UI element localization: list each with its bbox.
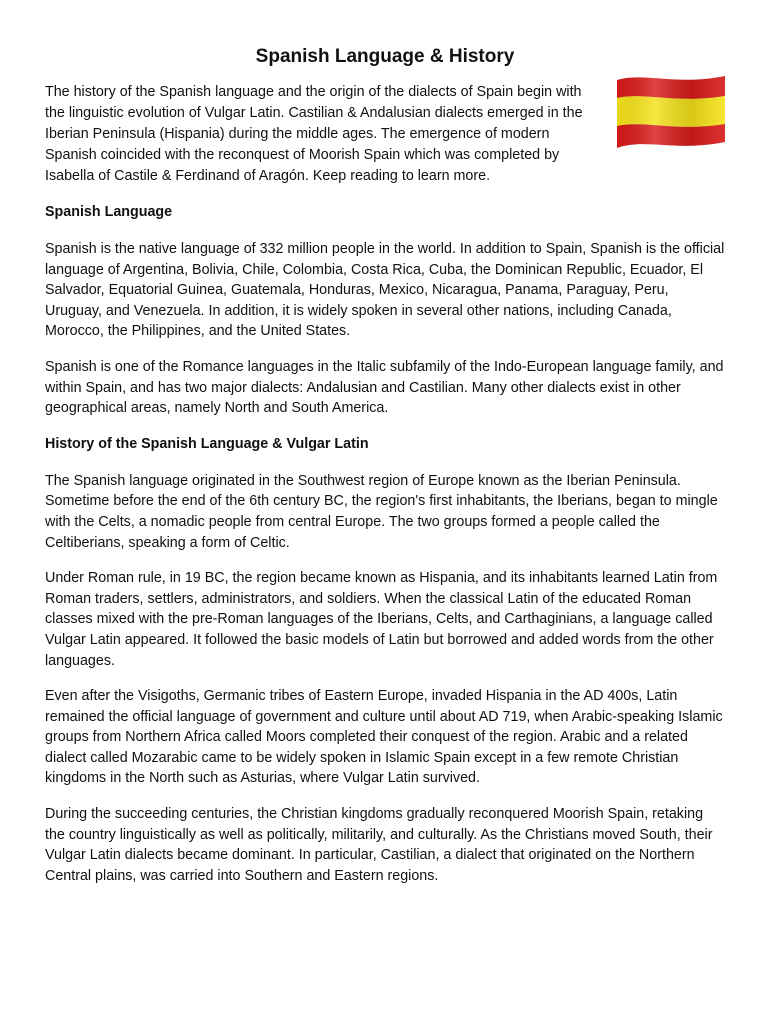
section-heading-spanish-language: Spanish Language	[45, 204, 173, 220]
spain-flag-icon	[615, 72, 727, 154]
body-paragraph: The Spanish language originated in the Southwest region of Europe known as the Iberian Peninsula. Sometime before the end of the 6th century BC, the region's first inhabitants, the Iberians, began to mingle with the Celts, a nomadic people from central Europe. The two groups formed a people called the Celtiberians, speaking a form of Celtic.	[45, 472, 718, 551]
intro-section	[45, 82, 725, 187]
body-paragraph: Even after the Visigoths, Germanic tribes of Eastern Europe, invaded Hispania in the AD 400s, Latin remained the official language of government and culture until about AD 719, when Arabic-speaking Islamic groups from Northern Africa called Moors completed their conquest of the region. Arabic and a related dialect called Mozarabic came to be widely spoken in Islamic Spain except in a few remote Christian kingdoms in the North such as Asturias, where Vulgar Latin survived.	[45, 688, 723, 787]
page-title: Spanish Language & History	[255, 46, 515, 67]
body-paragraph: Spanish is the native language of 332 million people in the world. In addition to Spain, Spanish is the official language of Argentina, Bolivia, Chile, Colombia, Costa Rica, Cuba, the Dominican Republic, Ecuador, El Salvador, Equatorial Guinea, Guatemala, Honduras, Mexico, Nicaragua, Panama, Paraguay, Peru, Uruguay, and Venezuela. In addition, it is widely spoken in several other nations, including Canada, Morocco, the Philippines, and the United States.	[45, 241, 725, 340]
section-heading-history: History of the Spanish Language & Vulgar Latin	[45, 435, 369, 452]
body-paragraph: Spanish is one of the Romance languages in the Italic subfamily of the Indo-European language family, and within Spain, and has two major dialects: Andalusian and Castilian. Many other dialects exist in other geographical areas, namely North and South America.	[45, 358, 724, 417]
intro-paragraph: The history of the Spanish language and the origin of the dialects of Spain begin with the linguistic evolution of Vulgar Latin. Castilian & Andalusian dialects emerged in the Iberian Peninsula (Hispania) during the middle ages. The emergence of modern Spanish coincided with the reconquest of Moorish Spain which was completed by Isabella of Castile & Ferdinand of Aragón. Keep reading to learn more.	[45, 84, 583, 184]
body-paragraph: Under Roman rule, in 19 BC, the region became known as Hispania, and its inhabitants learned Latin from Roman traders, settlers, administrators, and soldiers. When the classical Latin of the educated Roman classes mixed with the pre-Roman languages of the Iberians, Celts, and Carthaginians, a language called Vulgar Latin appeared. It followed the basic models of Latin but borrowed and added words from the other languages.	[45, 570, 718, 669]
body-paragraph: During the succeeding centuries, the Christian kingdoms gradually reconquered Moorish Spain, retaking the country linguistically as well as politically, militarily, and culturally. As the Christians moved South, their Vulgar Latin dialects became dominant. In particular, Castilian, a dialect that originated on the Northern Central plains, was carried into Southern and Eastern regions.	[45, 806, 713, 884]
document-page	[45, 46, 725, 886]
